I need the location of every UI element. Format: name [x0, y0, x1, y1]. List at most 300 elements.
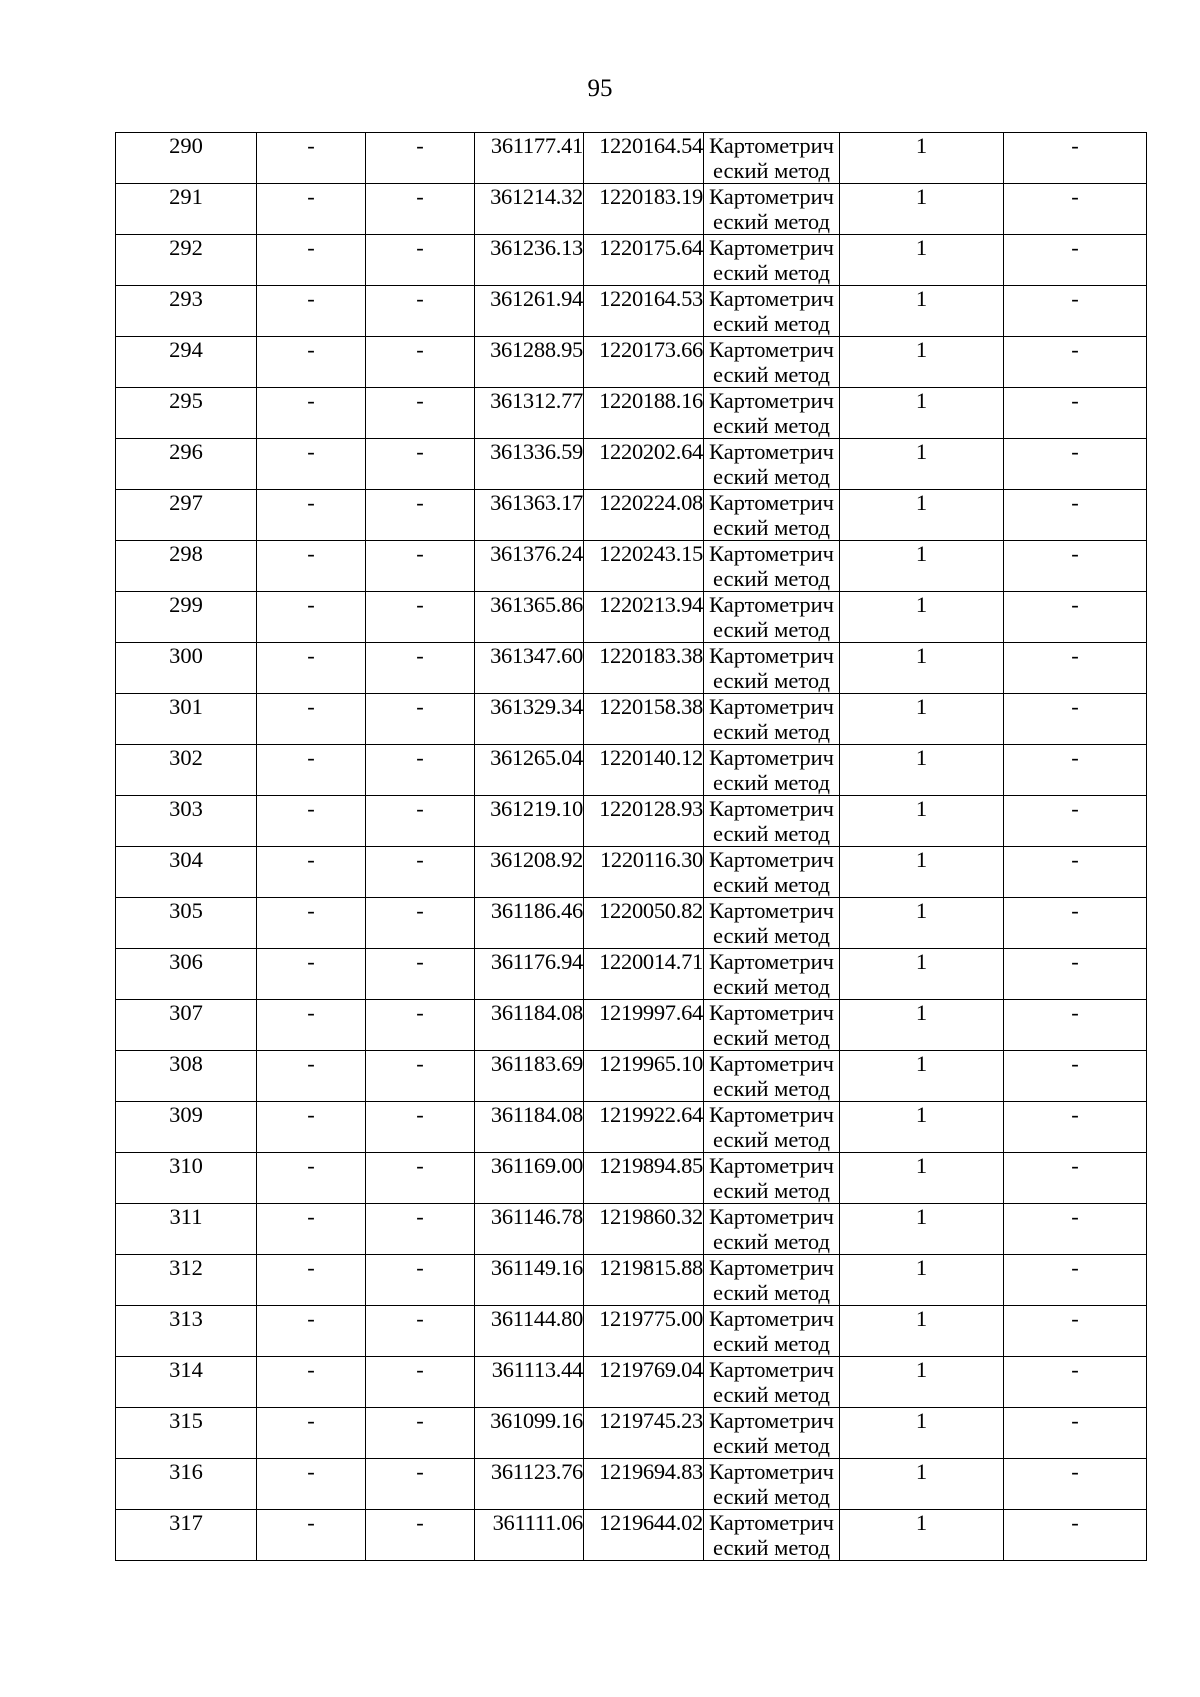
description-cell: [1004, 1510, 1147, 1561]
y-coordinate: 1219922.64: [599, 1102, 703, 1127]
table-row: [116, 745, 1147, 796]
description-value: -: [1071, 1306, 1079, 1331]
x-coordinate-cell: [475, 1000, 584, 1051]
x-coordinate-cell: [475, 1306, 584, 1357]
empty-cell: [257, 1357, 366, 1408]
method-cell: [704, 1000, 840, 1051]
empty-cell: [257, 1408, 366, 1459]
empty-cell: [257, 1510, 366, 1561]
x-coordinate: 361144.80: [490, 1306, 583, 1331]
description-value: -: [1071, 184, 1079, 209]
x-coordinate-cell: [475, 1204, 584, 1255]
point-number-cell: [116, 1102, 257, 1153]
dash-value: -: [307, 1000, 315, 1025]
description-value: -: [1071, 541, 1079, 566]
y-coordinate: 1219815.88: [599, 1255, 703, 1280]
method-cell: [704, 541, 840, 592]
y-coordinate-cell: [584, 1153, 704, 1204]
method-line-2: еский метод: [713, 1484, 830, 1509]
dash-value: -: [416, 1051, 424, 1076]
y-coordinate: 1219644.02: [599, 1510, 703, 1535]
method-cell: [704, 796, 840, 847]
y-coordinate-cell: [584, 796, 704, 847]
empty-cell: [257, 337, 366, 388]
accuracy-cell: [840, 1408, 1004, 1459]
empty-cell: [366, 643, 475, 694]
y-coordinate: 1220213.94: [599, 592, 703, 617]
method-line-1: Картометрич: [709, 1153, 834, 1178]
description-value: -: [1071, 796, 1079, 821]
method-line-1: Картометрич: [709, 847, 834, 872]
method-cell: [704, 1153, 840, 1204]
method-line-2: еский метод: [713, 923, 830, 948]
accuracy-cell: [840, 898, 1004, 949]
x-coordinate: 361111.06: [492, 1510, 583, 1535]
y-coordinate: 1220173.66: [599, 337, 703, 362]
y-coordinate-cell: [584, 184, 704, 235]
empty-cell: [366, 541, 475, 592]
point-number: 294: [169, 337, 203, 362]
method-line-2: еский метод: [713, 464, 830, 489]
point-number: 314: [169, 1357, 203, 1382]
x-coordinate: 361186.46: [490, 898, 583, 923]
empty-cell: [257, 1306, 366, 1357]
accuracy-value: 1: [915, 1000, 928, 1025]
method-cell: [704, 1204, 840, 1255]
table-row: [116, 1510, 1147, 1561]
x-coordinate: 361312.77: [490, 388, 583, 413]
dash-value: -: [307, 1204, 315, 1229]
dash-value: -: [307, 949, 315, 974]
point-number-cell: [116, 541, 257, 592]
method-line-2: еский метод: [713, 1178, 830, 1203]
point-number: 296: [169, 439, 203, 464]
empty-cell: [366, 1408, 475, 1459]
method-line-1: Картометрич: [709, 184, 834, 209]
accuracy-cell: [840, 337, 1004, 388]
empty-cell: [366, 1102, 475, 1153]
description-cell: [1004, 133, 1147, 184]
dash-value: -: [416, 898, 424, 923]
y-coordinate-cell: [584, 1459, 704, 1510]
method-line-2: еский метод: [713, 821, 830, 846]
y-coordinate-cell: [584, 643, 704, 694]
x-coordinate-cell: [475, 439, 584, 490]
method-line-1: Картометрич: [709, 592, 834, 617]
dash-value: -: [307, 796, 315, 821]
table-row: [116, 796, 1147, 847]
accuracy-value: 1: [915, 286, 928, 311]
dash-value: -: [416, 796, 424, 821]
dash-value: -: [307, 643, 315, 668]
x-coordinate-cell: [475, 337, 584, 388]
dash-value: -: [416, 1102, 424, 1127]
empty-cell: [366, 949, 475, 1000]
table-row: [116, 388, 1147, 439]
accuracy-value: 1: [915, 1510, 928, 1535]
y-coordinate: 1220116.30: [599, 847, 703, 872]
accuracy-cell: [840, 1000, 1004, 1051]
dash-value: -: [416, 1000, 424, 1025]
y-coordinate-cell: [584, 898, 704, 949]
empty-cell: [257, 592, 366, 643]
x-coordinate: 361149.16: [490, 1255, 583, 1280]
description-value: -: [1071, 1153, 1079, 1178]
accuracy-value: 1: [915, 1204, 928, 1229]
table-row: [116, 1408, 1147, 1459]
method-cell: [704, 745, 840, 796]
accuracy-value: 1: [915, 847, 928, 872]
empty-cell: [257, 1204, 366, 1255]
dash-value: -: [416, 286, 424, 311]
empty-cell: [366, 490, 475, 541]
dash-value: -: [307, 1255, 315, 1280]
method-line-2: еский метод: [713, 1382, 830, 1407]
x-coordinate: 361214.32: [490, 184, 583, 209]
method-line-1: Картометрич: [709, 490, 834, 515]
table-row: [116, 898, 1147, 949]
point-number-cell: [116, 592, 257, 643]
empty-cell: [257, 388, 366, 439]
empty-cell: [366, 439, 475, 490]
point-number-cell: [116, 643, 257, 694]
accuracy-value: 1: [915, 1153, 928, 1178]
table-row: [116, 949, 1147, 1000]
y-coordinate-cell: [584, 337, 704, 388]
y-coordinate-cell: [584, 1204, 704, 1255]
method-line-1: Картометрич: [709, 1051, 834, 1076]
dash-value: -: [307, 745, 315, 770]
point-number-cell: [116, 1510, 257, 1561]
accuracy-cell: [840, 490, 1004, 541]
method-line-1: Картометрич: [709, 1102, 834, 1127]
empty-cell: [257, 643, 366, 694]
y-coordinate-cell: [584, 286, 704, 337]
point-number-cell: [116, 694, 257, 745]
dash-value: -: [307, 388, 315, 413]
description-cell: [1004, 796, 1147, 847]
empty-cell: [366, 184, 475, 235]
method-line-2: еский метод: [713, 158, 830, 183]
table-row: [116, 1153, 1147, 1204]
method-line-2: еский метод: [713, 566, 830, 591]
method-cell: [704, 847, 840, 898]
point-number: 298: [169, 541, 203, 566]
accuracy-cell: [840, 388, 1004, 439]
method-line-2: еский метод: [713, 668, 830, 693]
description-cell: [1004, 541, 1147, 592]
method-cell: [704, 592, 840, 643]
point-number: 303: [169, 796, 203, 821]
method-line-1: Картометрич: [709, 133, 834, 158]
dash-value: -: [307, 1408, 315, 1433]
y-coordinate: 1220183.38: [599, 643, 703, 668]
accuracy-value: 1: [915, 796, 928, 821]
x-coordinate: 361183.69: [490, 1051, 583, 1076]
method-line-2: еский метод: [713, 1229, 830, 1254]
method-cell: [704, 388, 840, 439]
method-line-1: Картометрич: [709, 898, 834, 923]
dash-value: -: [416, 388, 424, 413]
description-cell: [1004, 490, 1147, 541]
accuracy-value: 1: [915, 1102, 928, 1127]
accuracy-value: 1: [915, 388, 928, 413]
description-value: -: [1071, 439, 1079, 464]
point-number-cell: [116, 337, 257, 388]
point-number-cell: [116, 133, 257, 184]
point-number-cell: [116, 490, 257, 541]
method-cell: [704, 1357, 840, 1408]
method-line-2: еский метод: [713, 209, 830, 234]
method-line-1: Картометрич: [709, 796, 834, 821]
dash-value: -: [416, 1153, 424, 1178]
accuracy-cell: [840, 592, 1004, 643]
empty-cell: [257, 949, 366, 1000]
y-coordinate: 1219894.85: [599, 1153, 703, 1178]
method-line-1: Картометрич: [709, 1459, 834, 1484]
x-coordinate-cell: [475, 796, 584, 847]
empty-cell: [366, 1051, 475, 1102]
description-value: -: [1071, 847, 1079, 872]
description-value: -: [1071, 898, 1079, 923]
dash-value: -: [416, 643, 424, 668]
description-cell: [1004, 1255, 1147, 1306]
table-row: [116, 1306, 1147, 1357]
dash-value: -: [307, 337, 315, 362]
x-coordinate-cell: [475, 1153, 584, 1204]
empty-cell: [257, 745, 366, 796]
method-line-1: Картометрич: [709, 541, 834, 566]
y-coordinate-cell: [584, 1357, 704, 1408]
point-number: 290: [169, 133, 203, 158]
y-coordinate: 1219965.10: [599, 1051, 703, 1076]
method-cell: [704, 184, 840, 235]
y-coordinate-cell: [584, 388, 704, 439]
table-row: [116, 235, 1147, 286]
table-row: [116, 541, 1147, 592]
method-cell: [704, 643, 840, 694]
x-coordinate: 361176.94: [490, 949, 583, 974]
empty-cell: [366, 133, 475, 184]
description-cell: [1004, 745, 1147, 796]
point-number-cell: [116, 1357, 257, 1408]
accuracy-cell: [840, 694, 1004, 745]
x-coordinate: 361184.08: [490, 1102, 583, 1127]
y-coordinate-cell: [584, 694, 704, 745]
method-line-1: Картометрич: [709, 643, 834, 668]
empty-cell: [366, 388, 475, 439]
description-cell: [1004, 592, 1147, 643]
method-line-2: еский метод: [713, 1535, 830, 1560]
accuracy-cell: [840, 745, 1004, 796]
accuracy-cell: [840, 1102, 1004, 1153]
table-row: [116, 184, 1147, 235]
dash-value: -: [307, 1510, 315, 1535]
accuracy-value: 1: [915, 643, 928, 668]
dash-value: -: [307, 1306, 315, 1331]
method-line-1: Картометрич: [709, 1408, 834, 1433]
description-cell: [1004, 1102, 1147, 1153]
description-cell: [1004, 388, 1147, 439]
y-coordinate: 1220014.71: [599, 949, 703, 974]
dash-value: -: [416, 184, 424, 209]
accuracy-value: 1: [915, 337, 928, 362]
point-number: 308: [169, 1051, 203, 1076]
y-coordinate-cell: [584, 133, 704, 184]
y-coordinate-cell: [584, 1510, 704, 1561]
dash-value: -: [416, 694, 424, 719]
dash-value: -: [416, 1510, 424, 1535]
table-row: [116, 490, 1147, 541]
method-line-2: еский метод: [713, 311, 830, 336]
accuracy-value: 1: [915, 133, 928, 158]
method-cell: [704, 1459, 840, 1510]
method-line-1: Картометрич: [709, 694, 834, 719]
y-coordinate: 1220243.15: [599, 541, 703, 566]
method-cell: [704, 694, 840, 745]
dash-value: -: [416, 541, 424, 566]
dash-value: -: [307, 184, 315, 209]
description-value: -: [1071, 1204, 1079, 1229]
method-line-1: Картометрич: [709, 949, 834, 974]
empty-cell: [257, 1051, 366, 1102]
description-value: -: [1071, 1408, 1079, 1433]
dash-value: -: [416, 337, 424, 362]
y-coordinate-cell: [584, 745, 704, 796]
method-line-1: Картометрич: [709, 439, 834, 464]
method-cell: [704, 439, 840, 490]
point-number: 310: [169, 1153, 203, 1178]
dash-value: -: [307, 1102, 315, 1127]
y-coordinate-cell: [584, 541, 704, 592]
dash-value: -: [416, 1306, 424, 1331]
x-coordinate: 361347.60: [490, 643, 583, 668]
empty-cell: [257, 184, 366, 235]
empty-cell: [366, 286, 475, 337]
description-value: -: [1071, 1357, 1079, 1382]
method-line-2: еский метод: [713, 617, 830, 642]
point-number: 295: [169, 388, 203, 413]
point-number-cell: [116, 184, 257, 235]
empty-cell: [366, 1153, 475, 1204]
y-coordinate-cell: [584, 1408, 704, 1459]
point-number-cell: [116, 1204, 257, 1255]
dash-value: -: [416, 1459, 424, 1484]
description-cell: [1004, 1204, 1147, 1255]
x-coordinate: 361265.04: [490, 745, 583, 770]
accuracy-value: 1: [915, 541, 928, 566]
accuracy-value: 1: [915, 1051, 928, 1076]
point-number: 315: [169, 1408, 203, 1433]
description-value: -: [1071, 1102, 1079, 1127]
point-number-cell: [116, 1408, 257, 1459]
table-row: [116, 643, 1147, 694]
empty-cell: [366, 1255, 475, 1306]
point-number-cell: [116, 1000, 257, 1051]
description-value: -: [1071, 1051, 1079, 1076]
empty-cell: [366, 235, 475, 286]
x-coordinate: 361208.92: [490, 847, 583, 872]
table-row: [116, 694, 1147, 745]
description-cell: [1004, 286, 1147, 337]
empty-cell: [257, 694, 366, 745]
dash-value: -: [307, 898, 315, 923]
dash-value: -: [307, 592, 315, 617]
dash-value: -: [416, 1255, 424, 1280]
dash-value: -: [307, 1459, 315, 1484]
description-cell: [1004, 439, 1147, 490]
x-coordinate-cell: [475, 286, 584, 337]
y-coordinate: 1220128.93: [599, 796, 703, 821]
method-line-1: Картометрич: [709, 1255, 834, 1280]
dash-value: -: [416, 235, 424, 260]
point-number: 311: [169, 1204, 203, 1229]
table-body: [116, 133, 1147, 1561]
y-coordinate: 1220175.64: [599, 235, 703, 260]
dash-value: -: [416, 1204, 424, 1229]
coordinates-table: [115, 132, 1147, 1561]
empty-cell: [366, 745, 475, 796]
x-coordinate: 361184.08: [490, 1000, 583, 1025]
empty-cell: [366, 1306, 475, 1357]
accuracy-cell: [840, 1459, 1004, 1510]
method-cell: [704, 286, 840, 337]
accuracy-cell: [840, 643, 1004, 694]
dash-value: -: [307, 1051, 315, 1076]
point-number: 316: [169, 1459, 203, 1484]
point-number-cell: [116, 439, 257, 490]
x-coordinate: 361261.94: [490, 286, 583, 311]
method-line-1: Картометрич: [709, 235, 834, 260]
empty-cell: [366, 796, 475, 847]
method-line-1: Картометрич: [709, 1000, 834, 1025]
empty-cell: [366, 694, 475, 745]
dash-value: -: [307, 847, 315, 872]
empty-cell: [366, 898, 475, 949]
empty-cell: [257, 1459, 366, 1510]
x-coordinate: 361146.78: [490, 1204, 583, 1229]
point-number-cell: [116, 1306, 257, 1357]
description-value: -: [1071, 286, 1079, 311]
y-coordinate-cell: [584, 235, 704, 286]
method-cell: [704, 898, 840, 949]
table-row: [116, 133, 1147, 184]
y-coordinate-cell: [584, 1102, 704, 1153]
method-line-2: еский метод: [713, 719, 830, 744]
empty-cell: [257, 439, 366, 490]
description-cell: [1004, 235, 1147, 286]
method-line-2: еский метод: [713, 515, 830, 540]
point-number-cell: [116, 745, 257, 796]
method-cell: [704, 490, 840, 541]
description-cell: [1004, 1153, 1147, 1204]
empty-cell: [257, 235, 366, 286]
method-line-1: Картометрич: [709, 388, 834, 413]
method-cell: [704, 1102, 840, 1153]
x-coordinate: 361363.17: [490, 490, 583, 515]
x-coordinate-cell: [475, 745, 584, 796]
empty-cell: [257, 1153, 366, 1204]
point-number-cell: [116, 796, 257, 847]
method-line-2: еский метод: [713, 1331, 830, 1356]
description-value: -: [1071, 694, 1079, 719]
table-row: [116, 1102, 1147, 1153]
dash-value: -: [416, 1408, 424, 1433]
accuracy-value: 1: [915, 1357, 928, 1382]
description-cell: [1004, 643, 1147, 694]
empty-cell: [366, 1204, 475, 1255]
x-coordinate-cell: [475, 1510, 584, 1561]
